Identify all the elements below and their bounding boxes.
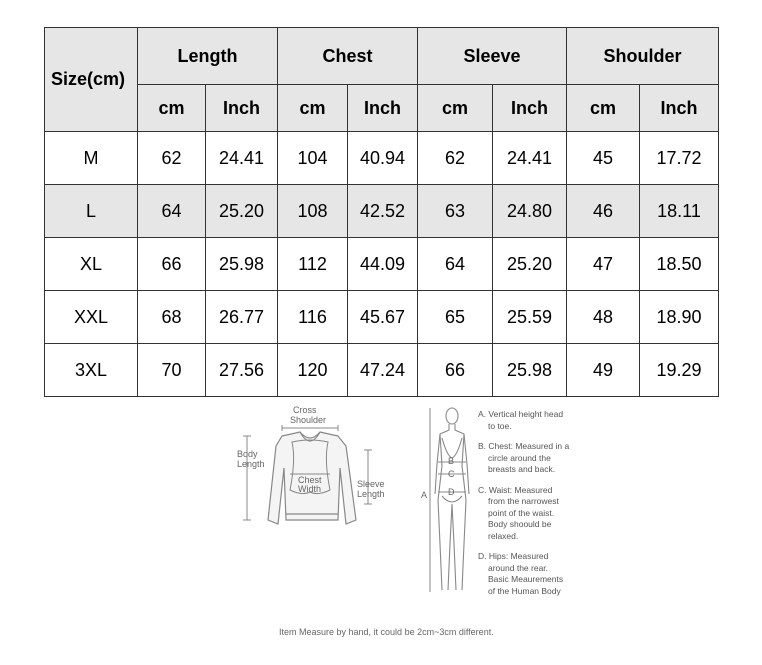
table-row — [45, 185, 719, 238]
table-cell: 116 — [278, 291, 348, 344]
table-cell: 25.20 — [206, 185, 278, 238]
legend-line: breasts and back. — [488, 464, 556, 474]
table-cell: 19.29 — [640, 344, 719, 397]
table-cell: 47 — [567, 238, 640, 291]
size-cell: XXL — [45, 291, 138, 344]
length-header: Length — [138, 28, 278, 85]
table-cell: 47.24 — [348, 344, 418, 397]
table-cell: 66 — [138, 238, 206, 291]
table-cell: 27.56 — [206, 344, 278, 397]
table-header-row — [45, 28, 719, 85]
table-cell: 25.98 — [206, 238, 278, 291]
table-cell: 70 — [138, 344, 206, 397]
size-cell: 3XL — [45, 344, 138, 397]
measurement-legend — [478, 409, 588, 606]
size-chart-table — [44, 27, 719, 397]
table-cell: 68 — [138, 291, 206, 344]
table-cell: 24.41 — [493, 132, 567, 185]
table-row — [45, 291, 719, 344]
measurement-footnote: Item Measure by hand, it could be 2cm~3cm different. — [279, 627, 494, 637]
size-header: Size(cm) — [45, 28, 138, 132]
legend-item — [478, 485, 588, 543]
table-cell: 44.09 — [348, 238, 418, 291]
legend-line: Basic Meaurements — [488, 574, 564, 584]
legend-line: circle around the — [488, 452, 551, 463]
shirt-measurement-diagram — [230, 400, 400, 540]
sleeve-length-label-2: Length — [357, 489, 385, 499]
table-cell: 45 — [567, 132, 640, 185]
legend-line: C. Waist: Measured — [478, 484, 553, 495]
label-a: A — [421, 490, 428, 500]
table-cell: 64 — [138, 185, 206, 238]
table-cell: 45.67 — [348, 291, 418, 344]
table-cell: 48 — [567, 291, 640, 344]
table-cell: 24.41 — [206, 132, 278, 185]
table-cell: 25.59 — [493, 291, 567, 344]
size-cell: L — [45, 185, 138, 238]
legend-line: D. Hips: Measured — [478, 551, 549, 561]
chest-width-label-1: Chest — [298, 475, 322, 485]
label-d: D — [448, 487, 455, 497]
table-cell: 64 — [418, 238, 493, 291]
table-cell: 40.94 — [348, 132, 418, 185]
chest-header: Chest — [278, 28, 418, 85]
table-cell: 66 — [418, 344, 493, 397]
table-cell: 17.72 — [640, 132, 719, 185]
table-cell: 62 — [138, 132, 206, 185]
cross-shoulder-label-2: Shoulder — [290, 415, 327, 425]
size-cell: XL — [45, 238, 138, 291]
table-cell: 108 — [278, 185, 348, 238]
table-cell: 112 — [278, 238, 348, 291]
legend-item — [478, 441, 588, 476]
legend-item — [478, 409, 588, 432]
table-cell: 25.20 — [493, 238, 567, 291]
table-cell: 62 — [418, 132, 493, 185]
table-cell: 49 — [567, 344, 640, 397]
unit-header: cm — [138, 85, 206, 132]
label-c: C — [448, 469, 455, 479]
label-b: B — [448, 456, 455, 466]
unit-header: Inch — [640, 85, 719, 132]
unit-header: cm — [567, 85, 640, 132]
table-row — [45, 238, 719, 291]
legend-line: of the Human Body — [488, 585, 561, 596]
body-length-label-1: Body — [237, 449, 258, 459]
table-cell: 63 — [418, 185, 493, 238]
body-length-label-2: Length — [237, 459, 265, 469]
unit-header: cm — [418, 85, 493, 132]
shoulder-header: Shoulder — [567, 28, 719, 85]
table-cell: 65 — [418, 291, 493, 344]
legend-item — [478, 551, 588, 597]
table-cell: 120 — [278, 344, 348, 397]
table-cell: 24.80 — [493, 185, 567, 238]
unit-header: cm — [278, 85, 348, 132]
unit-header: Inch — [206, 85, 278, 132]
sleeve-header: Sleeve — [418, 28, 567, 85]
unit-header: Inch — [493, 85, 567, 132]
table-cell: 18.11 — [640, 185, 719, 238]
human-silhouette — [435, 408, 469, 590]
legend-line: B. Chest: Measured in a — [478, 441, 570, 451]
table-row — [45, 132, 719, 185]
table-cell: 104 — [278, 132, 348, 185]
table-cell: 46 — [567, 185, 640, 238]
table-row — [45, 344, 719, 397]
unit-header: Inch — [348, 85, 418, 132]
legend-line: A. Vertical height head — [478, 409, 564, 419]
legend-line: Body shoould be — [488, 519, 552, 529]
body-measurement-figure — [418, 404, 478, 600]
legend-line: point of the waist. — [488, 507, 555, 518]
unit-header-row — [45, 85, 719, 132]
legend-line: around the rear. — [488, 562, 549, 573]
table-cell: 18.90 — [640, 291, 719, 344]
table-cell: 18.50 — [640, 238, 719, 291]
cross-shoulder-label-1: Cross — [293, 405, 317, 415]
chest-width-label-2: Width — [298, 484, 322, 494]
sleeve-length-label-1: Sleeve — [357, 479, 385, 489]
legend-line: relaxed. — [488, 530, 519, 541]
table-cell: 42.52 — [348, 185, 418, 238]
size-cell: M — [45, 132, 138, 185]
legend-line: to toe. — [488, 420, 512, 431]
table-cell: 26.77 — [206, 291, 278, 344]
legend-line: from the narrowest — [488, 496, 559, 506]
table-cell: 25.98 — [493, 344, 567, 397]
